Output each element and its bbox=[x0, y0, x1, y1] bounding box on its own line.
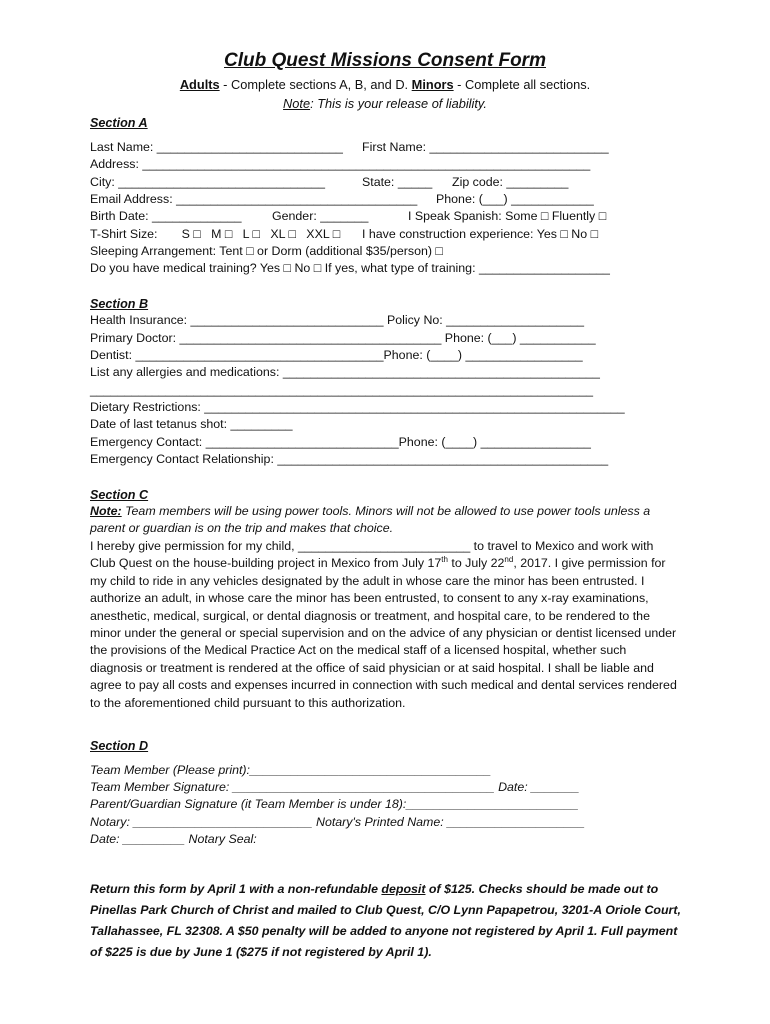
instructions-line bbox=[0, 77, 770, 92]
sleeping-arrangement-checkboxes[interactable]: Sleeping Arrangement: Tent □ or Dorm (additional $35/person) □ bbox=[90, 244, 443, 258]
adults-label: Adults bbox=[179, 77, 220, 92]
page-title: Club Quest Missions Consent Form bbox=[224, 50, 546, 71]
permission-text-mid: to July 22 bbox=[447, 556, 505, 571]
emergency-contact-field[interactable]: Emergency Contact: ____________________________Phone: (____) ________________ bbox=[90, 435, 591, 449]
minors-instruction: - Complete all sections. bbox=[453, 77, 591, 92]
medical-training-field[interactable]: Do you have medical training? Yes □ No □ If yes, what type of training: ___________________ bbox=[90, 261, 610, 275]
birth-date-field[interactable]: Birth Date: _____________ bbox=[90, 209, 242, 223]
dietary-restrictions-field[interactable]: Dietary Restrictions: _____________________________________________________________ bbox=[90, 400, 625, 414]
power-tools-note-text: Team members will be using power tools. Minors will not be allowed to use power tools unless a parent or guardian is on the trip and makes that choice. bbox=[90, 504, 651, 536]
section-d-heading: Section D bbox=[90, 739, 149, 753]
tetanus-date-field[interactable]: Date of last tetanus shot: _________ bbox=[90, 417, 293, 431]
deposit-word: deposit bbox=[381, 882, 426, 896]
spanish-checkboxes[interactable]: I Speak Spanish: Some □ Fluently □ bbox=[408, 209, 607, 223]
last-name-field[interactable]: Last Name: ___________________________ bbox=[90, 140, 343, 154]
phone-field[interactable]: Phone: (___) ____________ bbox=[436, 192, 594, 206]
allergies-continuation-field[interactable]: _________________________________________________________________________ bbox=[90, 383, 594, 397]
liability-note bbox=[0, 96, 770, 111]
power-tools-note bbox=[90, 503, 678, 538]
tshirt-size-checkboxes[interactable]: T-Shirt Size: S □ M □ L □ XL □ XXL □ bbox=[90, 227, 341, 241]
email-field[interactable]: Email Address: ___________________________________ bbox=[90, 192, 418, 206]
city-field[interactable]: City: ______________________________ bbox=[90, 175, 325, 189]
return-text-start: Return this form by April 1 with a non-refundable bbox=[90, 882, 382, 896]
section-c-heading: Section C bbox=[90, 488, 149, 502]
zip-field[interactable]: Zip code: _________ bbox=[452, 175, 569, 189]
permission-paragraph bbox=[90, 538, 678, 712]
ordinal-th: th bbox=[441, 555, 448, 565]
power-tools-note-label: Note: bbox=[90, 504, 122, 518]
dentist-field[interactable]: Dentist: ____________________________________Phone: (____) _________________ bbox=[90, 348, 583, 362]
gender-field[interactable]: Gender: _______ bbox=[272, 209, 369, 223]
primary-doctor-field[interactable]: Primary Doctor: ______________________________________ Phone: (___) ___________ bbox=[90, 331, 596, 345]
section-a-heading: Section A bbox=[90, 116, 148, 130]
permission-text-end: , 2017. I give permission for my child to ride in any vehicles designated by the adult in whose care the minor has been entrusted. I authorize an adult, in whose care the minor has been entrusted, to consent to any x-ray examinations, anesthetic, medical, surgical, or dental diagnosis or treatment, and hospital care, to be rendered to the minor under the general or special supervision and on the advice of any physician or dentist licensed under the provisions of the Medical Practice Act on the medical staff of a licensed hospital, whether such diagnosis or treatment is rendered at the office of said physician or at said hospital. I shall be liable and agree to pay all costs and expenses incurred in connection with such medical and dental services rendered to the aforementioned child pursuant to this authorization. bbox=[90, 556, 677, 710]
emergency-relationship-field[interactable]: Emergency Contact Relationship: ________________________________________________ bbox=[90, 452, 609, 466]
first-name-field[interactable]: First Name: __________________________ bbox=[362, 140, 609, 154]
notary-field[interactable]: Notary: __________________________ Notary's Printed Name: ____________________ bbox=[90, 815, 585, 829]
state-field[interactable]: State: _____ bbox=[362, 175, 433, 189]
return-text-end: of $125. Checks should be made out to Pinellas Park Church of Christ and mailed to Club Quest, C/O Lynn Papapetrou, 3201-A Oriole Court, Tallahassee, FL 32308. A $50 penalty will be added to anyone not registered by April 1. Full payment of $225 is due by June 1 ($275 if not registered by April 1). bbox=[90, 882, 681, 959]
construction-checkboxes[interactable]: I have construction experience: Yes □ No □ bbox=[362, 227, 599, 241]
team-member-signature-field[interactable]: Team Member Signature: ______________________________________ Date: _______ bbox=[90, 780, 580, 794]
section-b-heading: Section B bbox=[90, 297, 149, 311]
allergies-field[interactable]: List any allergies and medications: ______________________________________________ bbox=[90, 365, 600, 379]
note-label: Note bbox=[283, 96, 311, 111]
permission-text-start: I hereby give permission for my child, _________________________ to travel to Mexico and work with Club Quest on the house-building project in Mexico from July 17 bbox=[90, 539, 654, 571]
ordinal-nd: nd bbox=[504, 555, 514, 565]
health-insurance-field[interactable]: Health Insurance: ____________________________ Policy No: ____________________ bbox=[90, 313, 584, 327]
address-field[interactable]: Address: _________________________________________________________________ bbox=[90, 157, 591, 171]
minors-label: Minors bbox=[411, 77, 454, 92]
return-instructions bbox=[90, 879, 682, 963]
team-member-print-field[interactable]: Team Member (Please print):___________________________________ bbox=[90, 763, 492, 777]
adults-instruction: - Complete sections A, B, and D. bbox=[219, 77, 412, 92]
note-text: : This is your release of liability. bbox=[310, 96, 487, 111]
notary-date-seal-field[interactable]: Date: _________ Notary Seal: bbox=[90, 832, 257, 846]
guardian-signature-field[interactable]: Parent/Guardian Signature (it Team Member is under 18):_________________________ bbox=[90, 797, 579, 811]
